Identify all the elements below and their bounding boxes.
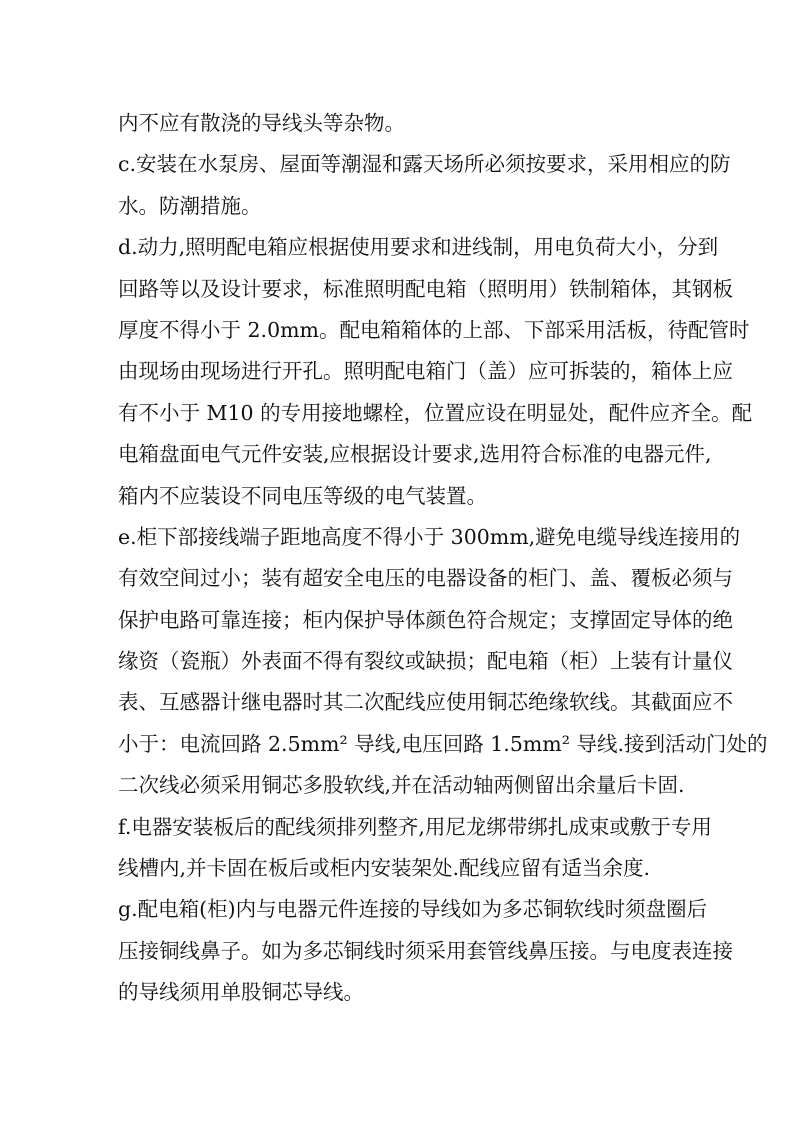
- text-line: c.安装在水泵房、屋面等潮湿和露天场所必须按要求，采用相应的防: [118, 152, 731, 177]
- text-line: 的导线须用单股铜芯导线。: [118, 980, 364, 1005]
- text-line: 保护电路可靠连接；柜内保护导体颜色符合规定；支撑固定导体的绝: [118, 607, 733, 632]
- paragraph: [118, 807, 712, 890]
- text-line: 内不应有散浇的导线头等杂物。: [118, 111, 405, 135]
- text-line: 由现场由现场进行开孔。照明配电箱门（盖）应可拆装的，箱体上应: [118, 359, 733, 384]
- text-line: 小于：电流回路 2.5mm² 导线,电压回路 1.5mm² 导线.接到活动门处的: [118, 731, 768, 756]
- text-line: f.电器安装板后的配线须排列整齐,用尼龙绑带绑扎成束或敷于专用: [118, 814, 712, 839]
- text-line: e.柜下部接线端子距地高度不得小于 300mm,避免电缆导线连接用的: [118, 524, 741, 549]
- text-line: 缘资（瓷瓶）外表面不得有裂纹或缺损；配电箱（柜）上装有计量仪: [118, 649, 733, 674]
- text-line: d.动力,照明配电箱应根据使用要求和进线制，用电负荷大小，分到: [118, 235, 719, 260]
- text-line: 有效空间过小；装有超安全电压的电器设备的柜门、盖、覆板必须与: [118, 566, 733, 591]
- text-line: 电箱盘面电气元件安装,应根据设计要求,选用符合标准的电器元件,: [118, 442, 712, 467]
- text-line: 压接铜线鼻子。如为多芯铜线时须采用套管线鼻压接。与电度表连接: [118, 938, 733, 963]
- text-line: 表、互感器计继电器时其二次配线应使用铜芯绝缘软线。其截面应不: [118, 690, 733, 715]
- text-line: 有不小于 M10 的专用接地螺栓，位置应设在明显处，配件应齐全。配: [118, 400, 753, 425]
- paragraph: [118, 889, 733, 1013]
- text-line: g.配电箱(柜)内与电器元件连接的导线如为多芯铜软线时须盘圈后: [118, 897, 708, 922]
- text-line: 二次线必须采用铜芯多股软线,并在活动轴两侧留出余量后卡固.: [118, 773, 685, 798]
- text-line: 水。防潮措施。: [118, 193, 262, 218]
- document-body: [118, 103, 768, 1014]
- text-line: 箱内不应装设不同电压等级的电气装置。: [118, 483, 487, 508]
- paragraph: [118, 517, 768, 807]
- text-line: 厚度不得小于 2.0mm。配电箱箱体的上部、下部采用活板，待配管时: [118, 317, 750, 342]
- paragraph: [118, 103, 684, 144]
- paragraph: [118, 144, 731, 227]
- paragraph: [118, 227, 753, 517]
- text-line: 回路等以及设计要求，标准照明配电箱（照明用）铁制箱体，其钢板: [118, 276, 733, 301]
- text-line: 线槽内,并卡固在板后或柜内安装架处.配线应留有适当余度.: [118, 856, 651, 881]
